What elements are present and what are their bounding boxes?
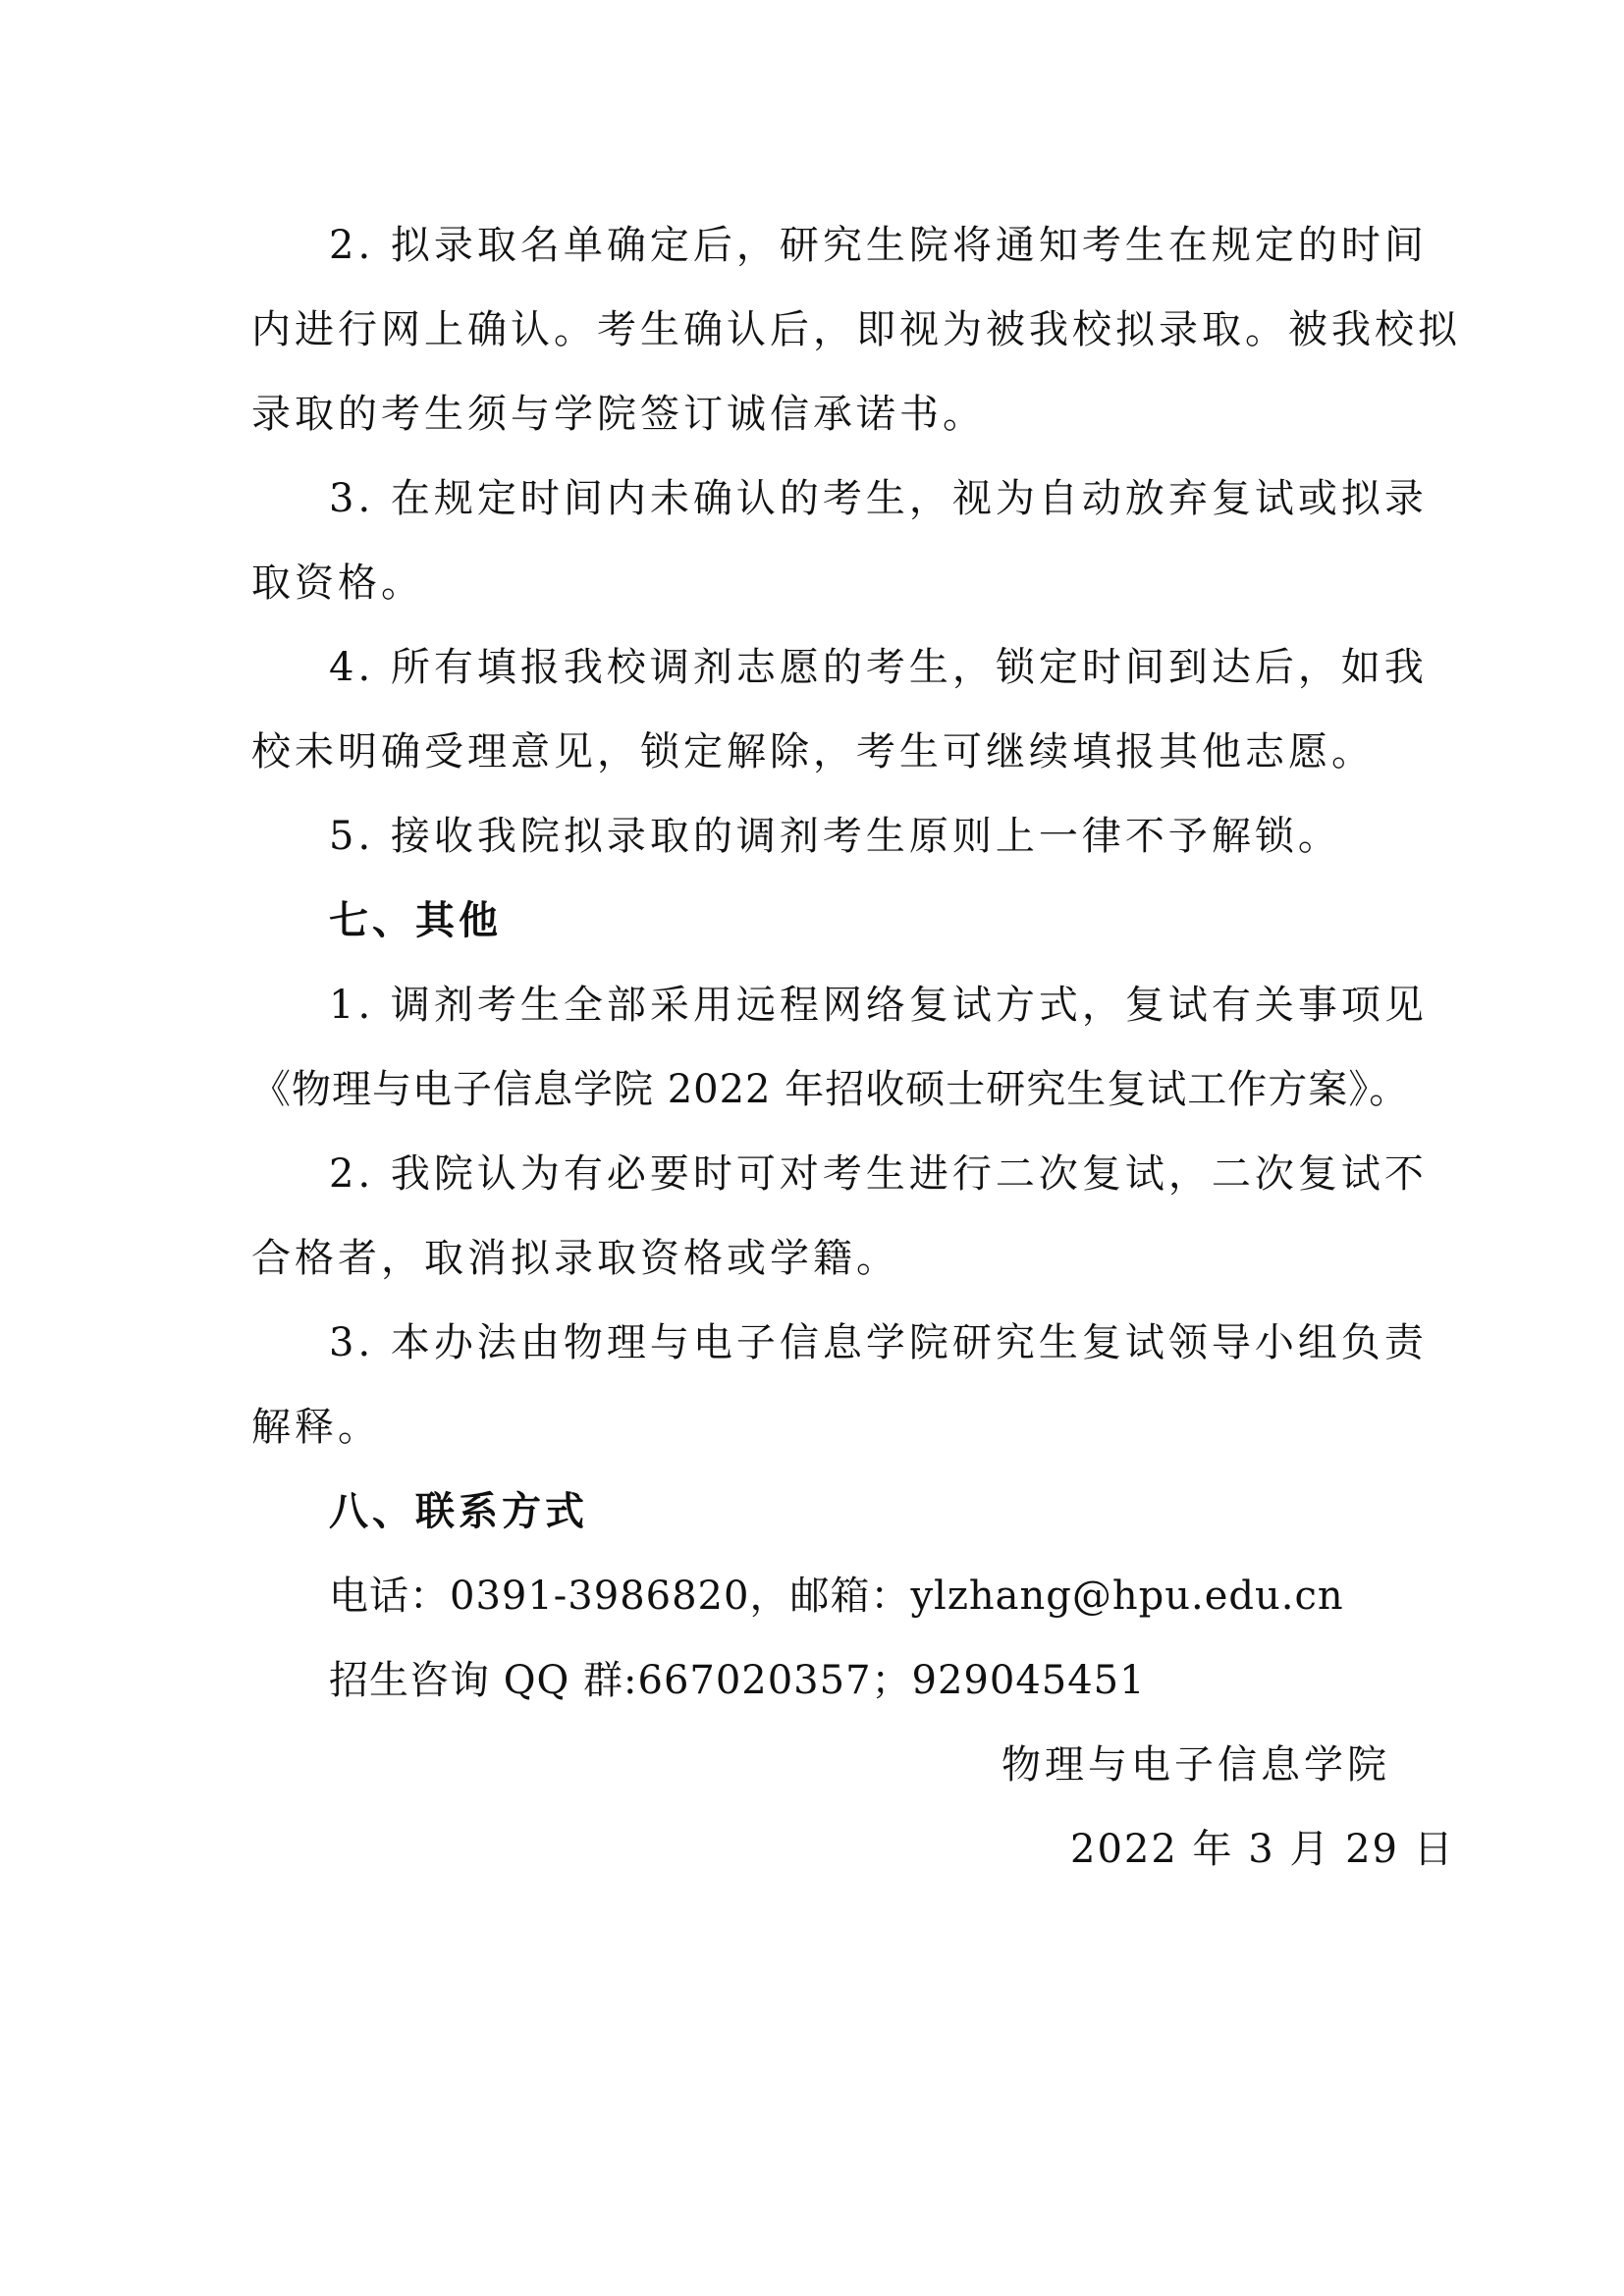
item-4-line-2: 校未明确受理意见，锁定解除，考生可继续填报其他志愿。 [251, 729, 1375, 774]
contact-phone-email: 电话：0391-3986820，邮箱：ylzhang@hpu.edu.cn [329, 1574, 1344, 1619]
signature-organization: 物理与电子信息学院 [1001, 1742, 1390, 1788]
section-7-item-2-line-2: 合格者，取消拟录取资格或学籍。 [251, 1236, 899, 1281]
section-7-item-1-line-1: 1. 调剂考生全部采用远程网络复试方式，复试有关事项见 [329, 983, 1428, 1028]
section-8-heading: 八、联系方式 [329, 1489, 588, 1534]
item-5-line-1: 5. 接收我院拟录取的调剂考生原则上一律不予解锁。 [329, 814, 1341, 859]
signature-date: 2022 年 3 月 29 日 [1070, 1827, 1455, 1872]
item-2-line-3: 录取的考生须与学院签订诚信承诺书。 [251, 392, 986, 437]
item-3-line-1: 3. 在规定时间内未确认的考生，视为自动放弃复试或拟录 [329, 476, 1428, 521]
item-2-line-1: 2. 拟录取名单确定后，研究生院将通知考生在规定的时间 [329, 223, 1428, 268]
item-4-line-1: 4. 所有填报我校调剂志愿的考生，锁定时间到达后，如我 [329, 645, 1428, 690]
section-7-heading: 七、其他 [329, 898, 502, 943]
section-7-item-1-line-2: 《物理与电子信息学院 2022 年招收硕士研究生复试工作方案》。 [251, 1067, 1410, 1112]
contact-qq-groups: 招生咨询 QQ 群:667020357；929045451 [329, 1658, 1146, 1703]
item-3-line-2: 取资格。 [251, 561, 424, 606]
section-7-item-3-line-2: 解释。 [251, 1405, 381, 1450]
item-2-line-2: 内进行网上确认。考生确认后，即视为被我校拟录取。被我校拟 [251, 307, 1461, 352]
section-7-item-3-line-1: 3. 本办法由物理与电子信息学院研究生复试领导小组负责 [329, 1320, 1428, 1365]
section-7-item-2-line-1: 2. 我院认为有必要时可对考生进行二次复试，二次复试不 [329, 1151, 1428, 1197]
